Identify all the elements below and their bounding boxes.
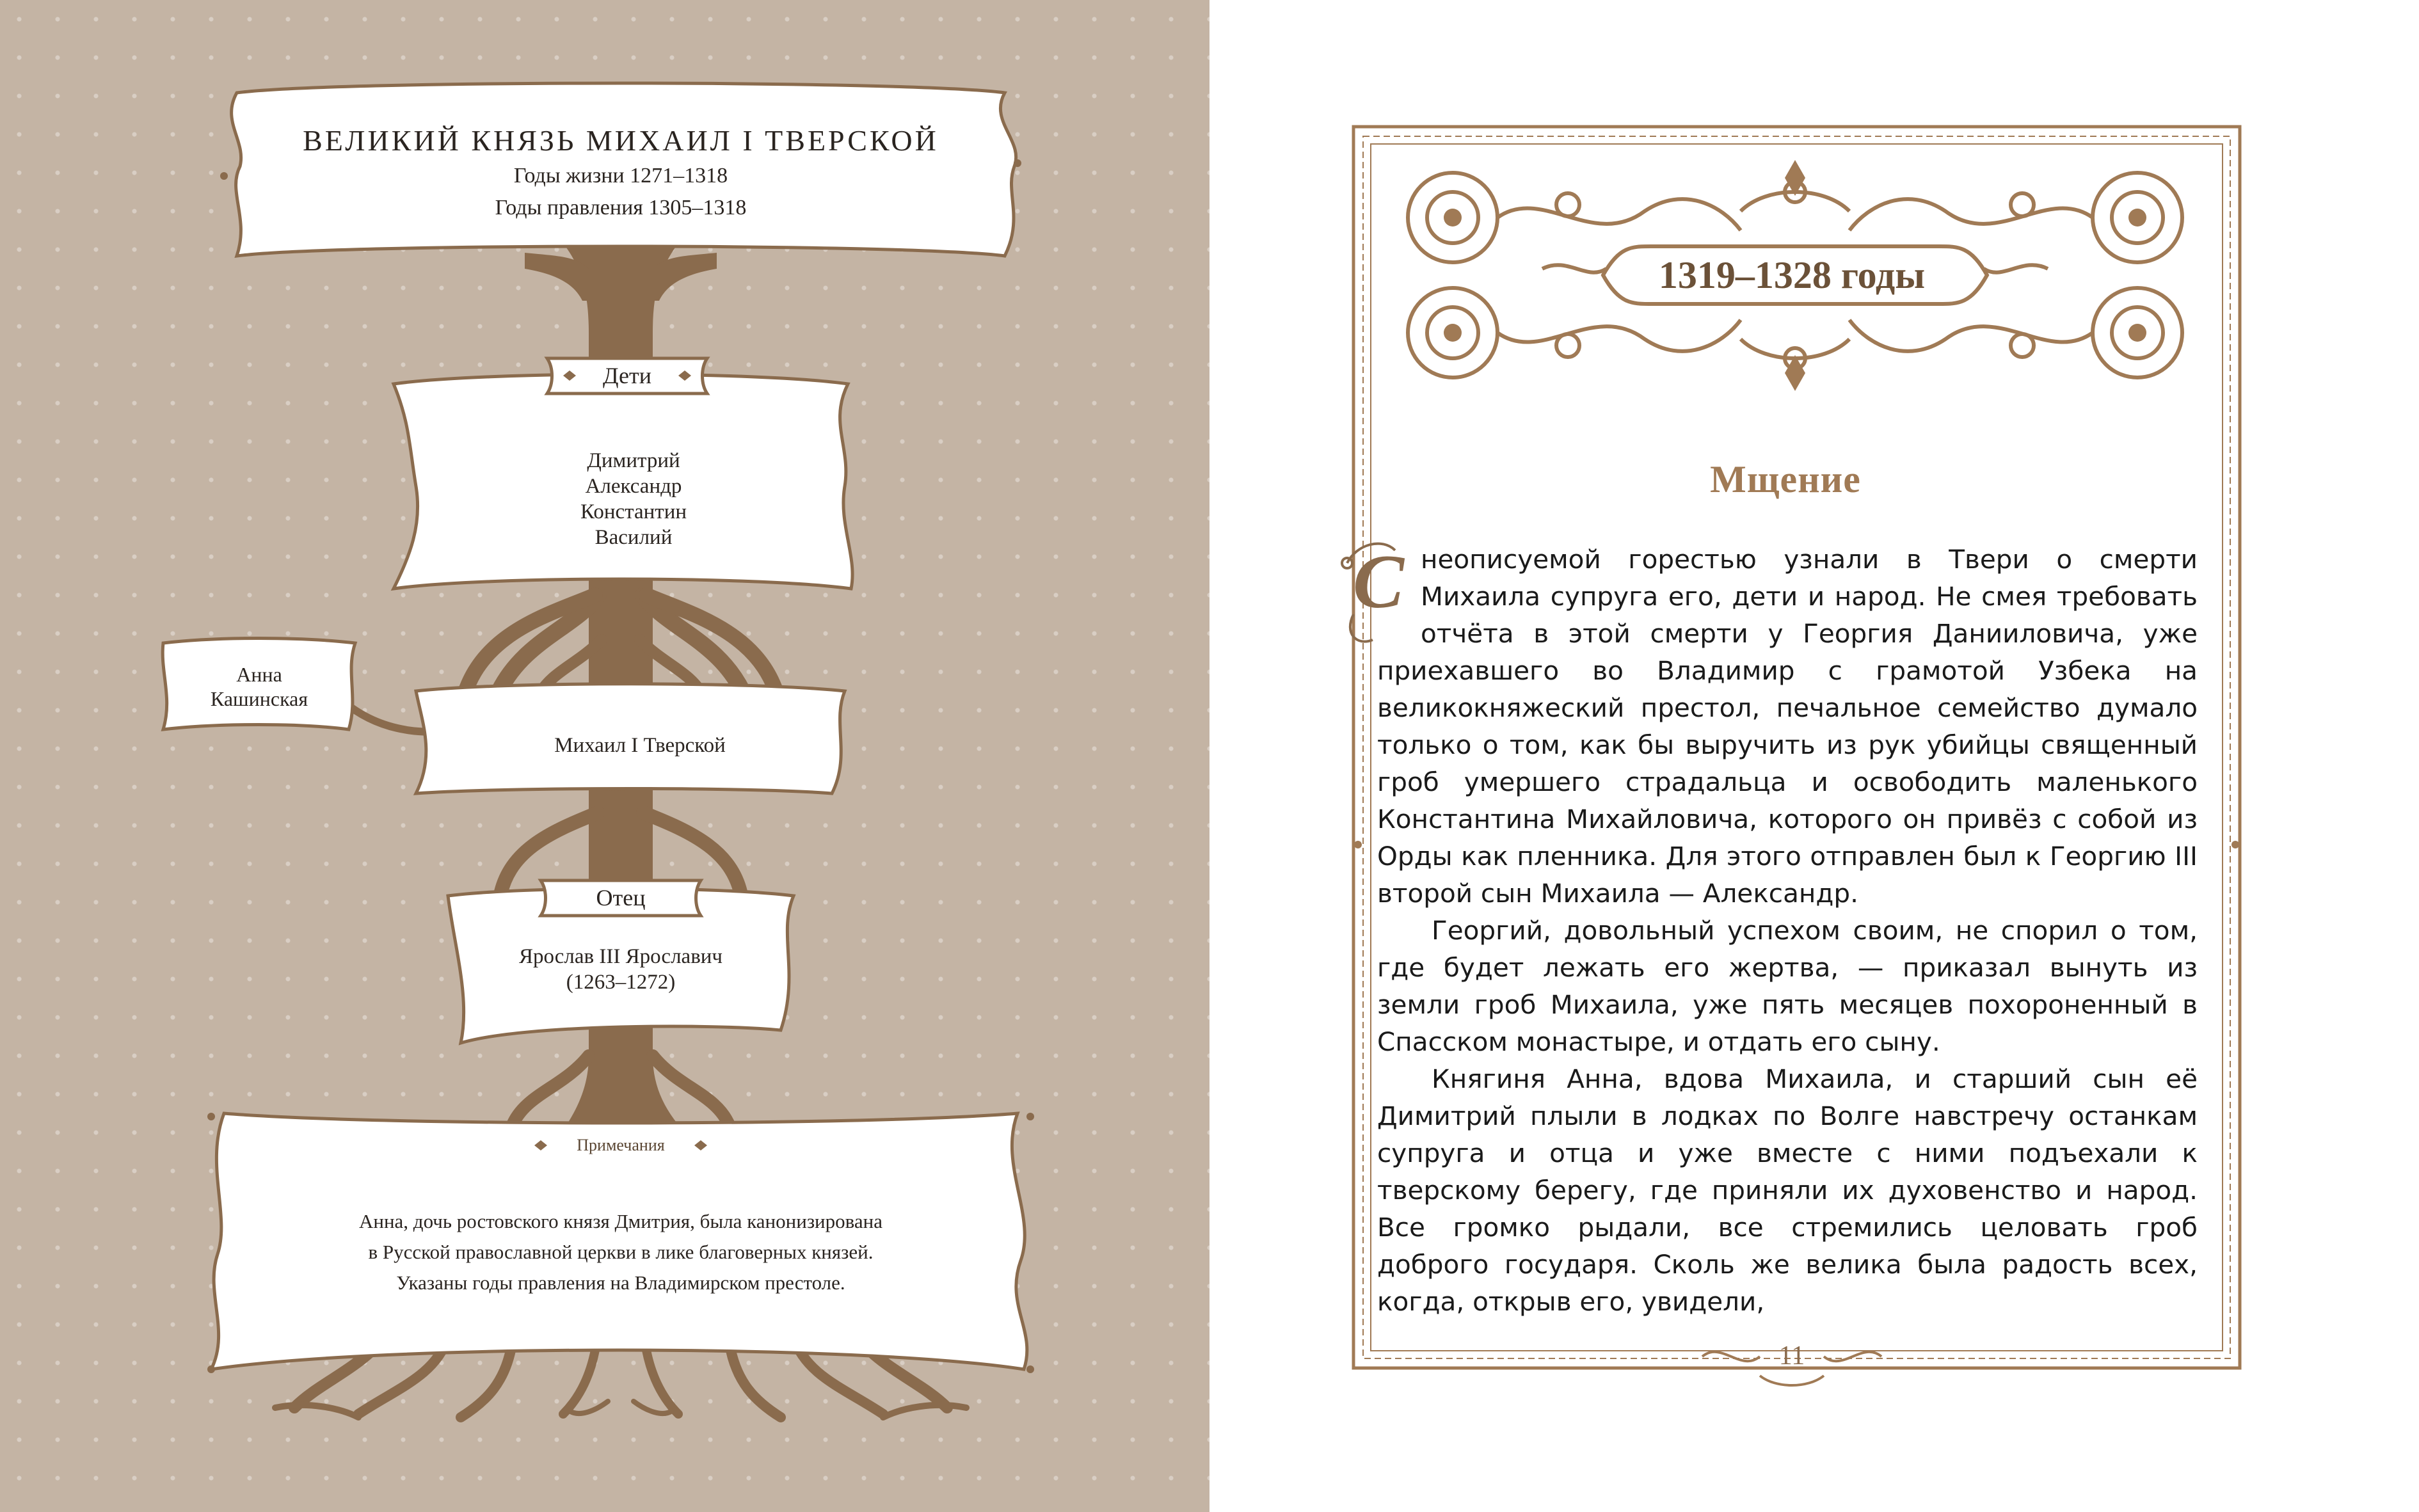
title-reign-years: Годы правления 1305–1318 <box>495 196 747 219</box>
spouse-name-line1: Анна <box>236 663 282 686</box>
note-line: в Русской православной церкви в лике благоверных князей. <box>368 1241 874 1263</box>
spouse-name <box>170 662 349 711</box>
page-number: 11 <box>1778 1341 1805 1371</box>
child-name: Константин <box>580 500 687 523</box>
father-info <box>461 944 781 995</box>
paragraph: Георгий, довольный успехом своим, не спорил о том, где будет лежать его жертва, — приказал вынуть из земли гроб Михаила, уже пять месяцев похороненный в Спасском монастыре, и отдать его сыну. <box>1377 915 2198 1057</box>
title-block <box>269 122 973 224</box>
children-label: Дети <box>603 363 651 388</box>
right-page <box>1210 0 2419 1512</box>
father-name: Ярослав III Ярославич <box>518 945 723 968</box>
child-name: Александр <box>585 475 682 498</box>
years-banner-label: 1319–1328 годы <box>1658 254 1926 296</box>
title-life-years: Годы жизни 1271–1318 <box>513 164 728 187</box>
self-name: Михаил I Тверской <box>554 734 726 757</box>
paragraph: Княгиня Анна, вдова Михаила, и старший сын её Димитрий плыли в лодках по Волге навстречу останкам супруга и отца и уже вместе с ними подъехали к тверскому берегу, где приняли их духовенство и народ. Все громко рыдали, все стремились целовать гроб доброго государя. Сколь же велика была радость всех, когда, открыв его, увидели, <box>1377 1063 2198 1317</box>
notes-label: Примечания <box>577 1136 665 1154</box>
title-main: ВЕЛИКИЙ КНЯЗЬ МИХАИЛ I ТВЕРСКОЙ <box>303 124 939 157</box>
chapter-title: Мщение <box>1710 458 1861 500</box>
spouse-name-line2: Кашинская <box>210 687 308 710</box>
child-name: Димитрий <box>587 449 680 472</box>
notes-text <box>243 1206 998 1298</box>
body-text <box>1353 539 2198 1320</box>
father-years: (1263–1272) <box>566 971 676 994</box>
paragraph <box>1353 539 2198 912</box>
note-line: Указаны годы правления на Владимирском престоле. <box>396 1271 845 1294</box>
note-line: Анна, дочь ростовского князя Дмитрия, была канонизирована <box>358 1210 882 1232</box>
paragraph-text: неописуемой горестью узнали в Твери о смерти Михаила супруга его, дети и народ. Не смея требовать отчёта в этой смерти у Георгия Данииловича, уже приехавшего во Владимир с грамотой Узбека на великокняжеский престол, печальное семейство думало только о том, как бы выручить из рук убийцы священный гроб умершего страдальца и освободить маленького Константина Михайловича, которого он привёз с собой из Орды как пленника. Для этого отправлен был к Георгию III второй сын Михаила — Александр. <box>1377 544 2198 909</box>
dropcap: С <box>1353 539 1405 624</box>
child-name: Василий <box>595 526 673 549</box>
father-label: Отец <box>596 885 646 911</box>
children-list <box>442 448 826 550</box>
